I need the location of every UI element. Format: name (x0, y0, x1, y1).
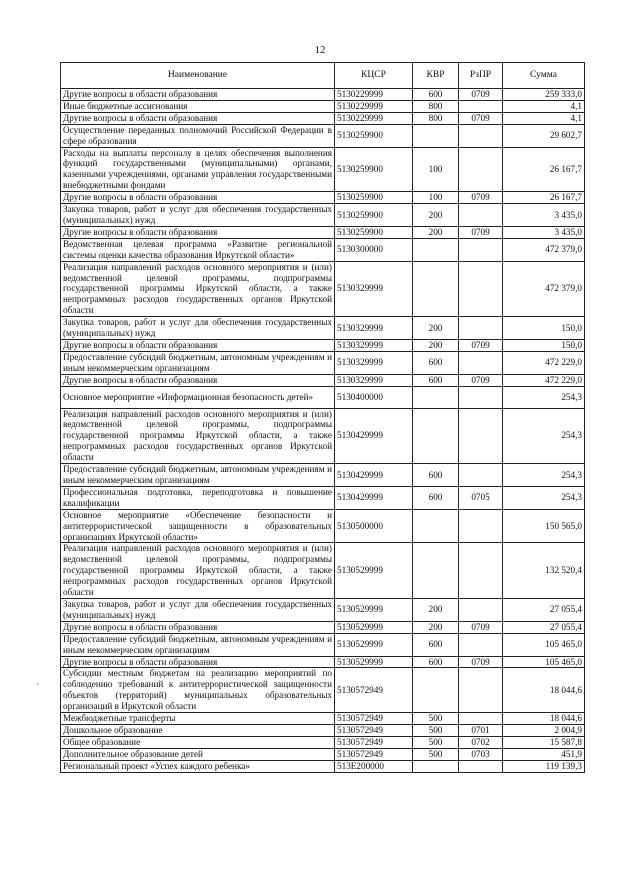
cell-name: Другие вопросы в области образования (61, 192, 335, 204)
cell-kvr: 500 (413, 724, 459, 736)
cell-name: Другие вопросы в области образования (61, 339, 335, 351)
cell-kvr (413, 386, 459, 408)
table-row (61, 408, 585, 464)
cell-kcsr: 5130429999 (335, 464, 413, 487)
table-row (61, 124, 585, 147)
cell-kvr: 600 (413, 374, 459, 386)
cell-name: Ведомственная целевая программа «Развитие региональной системы оценки качества образования Иркутской области» (61, 238, 335, 261)
cell-sum: 132 520,4 (503, 543, 585, 599)
cell-kvr (413, 124, 459, 147)
cell-kcsr: 5130259900 (335, 192, 413, 204)
header-name: Наименование (61, 63, 335, 89)
cell-kcsr: 5130300000 (335, 238, 413, 261)
cell-rzpr: 0709 (459, 192, 503, 204)
cell-sum: 15 587,8 (503, 736, 585, 748)
cell-sum: 254,3 (503, 408, 585, 464)
cell-name: Общее образование (61, 736, 335, 748)
cell-kcsr: 5130329999 (335, 351, 413, 374)
cell-name: Региональный проект «Успех каждого ребенка» (61, 760, 335, 772)
table-row (61, 351, 585, 374)
cell-kcsr: 513Е200000 (335, 760, 413, 772)
cell-kvr (413, 509, 459, 543)
cell-kcsr: 5130429999 (335, 408, 413, 464)
cell-name: Предоставление субсидий бюджетным, автономным учреждениям и иным некоммерческим организациям (61, 464, 335, 487)
cell-sum: 150,0 (503, 339, 585, 351)
cell-rzpr (459, 386, 503, 408)
cell-name: Осуществление переданных полномочий Российской Федерации в сфере образования (61, 124, 335, 147)
cell-name: Основное мероприятие «Информационная безопасность детей» (61, 386, 335, 408)
cell-kvr (413, 760, 459, 772)
cell-name: Субсидии местным бюджетам на реализацию мероприятий по соблюдению требований к антитеррористической защищенности объектов (территорий) муниципальных образовательных организаций в Иркутской области (61, 668, 335, 713)
cell-name: Дополнительное образование детей (61, 748, 335, 760)
table-row (61, 374, 585, 386)
cell-name: Другие вопросы в области образования (61, 112, 335, 124)
table-row (61, 724, 585, 736)
cell-kvr: 500 (413, 748, 459, 760)
cell-kcsr: 5130529999 (335, 543, 413, 599)
cell-kvr: 200 (413, 317, 459, 340)
table-row (61, 748, 585, 760)
cell-name: Предоставление субсидий бюджетным, автономным учреждениям и иным некоммерческим организациям (61, 633, 335, 656)
table-row (61, 386, 585, 408)
cell-sum: 119 139,3 (503, 760, 585, 772)
cell-rzpr: 0709 (459, 656, 503, 668)
table-row (61, 112, 585, 124)
table-row (61, 713, 585, 725)
cell-name: Другие вопросы в области образования (61, 89, 335, 101)
cell-kcsr: 5130329999 (335, 374, 413, 386)
cell-rzpr (459, 464, 503, 487)
cell-kvr: 100 (413, 147, 459, 192)
table-row (61, 736, 585, 748)
cell-kcsr: 5130529999 (335, 633, 413, 656)
cell-sum: 26 167,7 (503, 192, 585, 204)
cell-rzpr: 0709 (459, 374, 503, 386)
cell-rzpr: 0701 (459, 724, 503, 736)
header-kvr: КВР (413, 63, 459, 89)
cell-rzpr (459, 408, 503, 464)
cell-rzpr (459, 598, 503, 621)
cell-kcsr: 5130259900 (335, 124, 413, 147)
cell-rzpr (459, 100, 503, 112)
cell-name: Другие вопросы в области образования (61, 621, 335, 633)
cell-kcsr: 5130259900 (335, 204, 413, 227)
cell-kvr: 200 (413, 621, 459, 633)
cell-sum: 472 229,0 (503, 351, 585, 374)
table-row (61, 204, 585, 227)
table-row (61, 543, 585, 599)
table-row (61, 656, 585, 668)
cell-sum: 254,3 (503, 386, 585, 408)
cell-sum: 254,3 (503, 464, 585, 487)
cell-rzpr: 0709 (459, 89, 503, 101)
cell-kvr: 100 (413, 192, 459, 204)
cell-kvr: 600 (413, 89, 459, 101)
table-row (61, 339, 585, 351)
cell-rzpr (459, 317, 503, 340)
cell-sum: 27 055,4 (503, 598, 585, 621)
cell-sum: 472 229,0 (503, 374, 585, 386)
cell-kcsr: 5130529999 (335, 656, 413, 668)
cell-sum: 472 379,0 (503, 261, 585, 317)
cell-name: Другие вопросы в области образования (61, 374, 335, 386)
cell-name: Другие вопросы в области образования (61, 656, 335, 668)
cell-name: Закупка товаров, работ и услуг для обеспечения государственных (муниципальных) нужд (61, 598, 335, 621)
table-row (61, 192, 585, 204)
cell-kvr: 600 (413, 351, 459, 374)
cell-rzpr: 0702 (459, 736, 503, 748)
table-row (61, 464, 585, 487)
cell-kvr: 500 (413, 736, 459, 748)
cell-kcsr: 5130229999 (335, 100, 413, 112)
cell-rzpr (459, 668, 503, 713)
cell-kcsr: 5130259900 (335, 147, 413, 192)
cell-sum: 26 167,7 (503, 147, 585, 192)
cell-kvr: 600 (413, 464, 459, 487)
cell-rzpr (459, 204, 503, 227)
cell-kcsr: 5130572949 (335, 748, 413, 760)
table-row (61, 509, 585, 543)
cell-sum: 2 004,9 (503, 724, 585, 736)
cell-kcsr: 5130572949 (335, 724, 413, 736)
cell-kcsr: 5130329999 (335, 261, 413, 317)
table-row (61, 238, 585, 261)
cell-rzpr (459, 543, 503, 599)
cell-rzpr (459, 351, 503, 374)
cell-rzpr: 0705 (459, 486, 503, 509)
cell-kcsr: 5130529999 (335, 621, 413, 633)
cell-name: Иные бюджетные ассигнования (61, 100, 335, 112)
cell-kcsr: 5130229999 (335, 89, 413, 101)
table-row (61, 317, 585, 340)
cell-rzpr: 0709 (459, 621, 503, 633)
cell-sum: 18 044,6 (503, 668, 585, 713)
cell-name: Расходы на выплаты персоналу в целях обеспечения выполнения функций государственными (муниципальными) органами, казенными учреждениями, органами управления государственными внебюджетными фондами (61, 147, 335, 192)
cell-rzpr: 0709 (459, 112, 503, 124)
table-row (61, 486, 585, 509)
cell-kvr (413, 543, 459, 599)
cell-name: Дошкольное образование (61, 724, 335, 736)
cell-sum: 472 379,0 (503, 238, 585, 261)
cell-kvr: 200 (413, 339, 459, 351)
cell-name: Другие вопросы в области образования (61, 226, 335, 238)
cell-sum: 29 602,7 (503, 124, 585, 147)
cell-kvr: 200 (413, 598, 459, 621)
cell-sum: 451,9 (503, 748, 585, 760)
cell-name: Реализация направлений расходов основного мероприятия и (или) ведомственной целевой программы, подпрограммы государственной программы Иркутской области, а также непрограммных расходов государственных органов Иркутской области (61, 261, 335, 317)
table-header-row (61, 63, 585, 89)
cell-sum: 3 435,0 (503, 204, 585, 227)
cell-name: Закупка товаров, работ и услуг для обеспечения государственных (муниципальных) нужд (61, 204, 335, 227)
cell-sum: 150 565,0 (503, 509, 585, 543)
table-row (61, 668, 585, 713)
table-row (61, 100, 585, 112)
cell-kcsr: 5130572949 (335, 713, 413, 725)
cell-rzpr (459, 261, 503, 317)
cell-kcsr: 5130329999 (335, 317, 413, 340)
cell-kvr: 600 (413, 486, 459, 509)
cell-sum: 259 333,0 (503, 89, 585, 101)
cell-sum: 27 055,4 (503, 621, 585, 633)
table-row (61, 226, 585, 238)
cell-sum: 3 435,0 (503, 226, 585, 238)
cell-rzpr (459, 633, 503, 656)
cell-kvr (413, 261, 459, 317)
cell-rzpr: 0709 (459, 339, 503, 351)
cell-rzpr (459, 760, 503, 772)
table-row (61, 261, 585, 317)
cell-rzpr (459, 124, 503, 147)
cell-sum: 105 465,0 (503, 633, 585, 656)
cell-name: Реализация направлений расходов основного мероприятия и (или) ведомственной целевой программы, подпрограммы государственной программы Иркутской области, а также непрограммных расходов государственных органов Иркутской области (61, 543, 335, 599)
cell-kvr: 200 (413, 226, 459, 238)
cell-kvr: 500 (413, 713, 459, 725)
table-row (61, 147, 585, 192)
page-number: 12 (314, 44, 326, 56)
cell-name: Профессиональная подготовка, переподготовка и повышение квалификации (61, 486, 335, 509)
cell-kcsr: 5130429999 (335, 486, 413, 509)
cell-name: Межбюджетные трансферты (61, 713, 335, 725)
cell-kcsr: 5130572949 (335, 736, 413, 748)
table-row (61, 621, 585, 633)
cell-sum: 105 465,0 (503, 656, 585, 668)
cell-kcsr: 5130259900 (335, 226, 413, 238)
cell-kcsr: 5130400000 (335, 386, 413, 408)
table-row (61, 89, 585, 101)
cell-kcsr: 5130229999 (335, 112, 413, 124)
cell-rzpr (459, 509, 503, 543)
cell-kvr (413, 408, 459, 464)
cell-rzpr (459, 713, 503, 725)
cell-kvr: 600 (413, 656, 459, 668)
cell-rzpr (459, 147, 503, 192)
cell-rzpr (459, 238, 503, 261)
header-sum: Сумма (503, 63, 585, 89)
cell-sum: 4,1 (503, 100, 585, 112)
header-rzpr: РзПР (459, 63, 503, 89)
cell-name: Закупка товаров, работ и услуг для обеспечения государственных (муниципальных) нужд (61, 317, 335, 340)
cell-kcsr: 5130572949 (335, 668, 413, 713)
cell-kcsr: 5130329999 (335, 339, 413, 351)
cell-kvr: 800 (413, 100, 459, 112)
margin-mark: ` (36, 683, 40, 694)
cell-sum: 4,1 (503, 112, 585, 124)
header-kcsr: КЦСР (335, 63, 413, 89)
cell-name: Основное мероприятие «Обеспечение безопасности и антитеррористической защищенности в образовательных организациях Иркутской области» (61, 509, 335, 543)
cell-kvr (413, 668, 459, 713)
cell-kcsr: 5130500000 (335, 509, 413, 543)
cell-sum: 254,3 (503, 486, 585, 509)
cell-kvr: 800 (413, 112, 459, 124)
cell-name: Реализация направлений расходов основного мероприятия и (или) ведомственной целевой программы, подпрограммы государственной программы Иркутской области, а также непрограммных расходов государственных органов Иркутской области (61, 408, 335, 464)
cell-sum: 18 044,6 (503, 713, 585, 725)
table-body (61, 89, 585, 773)
cell-name: Предоставление субсидий бюджетным, автономным учреждениям и иным некоммерческим организациям (61, 351, 335, 374)
table-row (61, 760, 585, 772)
cell-kvr: 200 (413, 204, 459, 227)
cell-sum: 150,0 (503, 317, 585, 340)
cell-kvr: 600 (413, 633, 459, 656)
cell-rzpr: 0709 (459, 226, 503, 238)
table-row (61, 633, 585, 656)
budget-table (60, 62, 585, 773)
cell-kcsr: 5130529999 (335, 598, 413, 621)
cell-kvr (413, 238, 459, 261)
cell-rzpr: 0703 (459, 748, 503, 760)
table-row (61, 598, 585, 621)
